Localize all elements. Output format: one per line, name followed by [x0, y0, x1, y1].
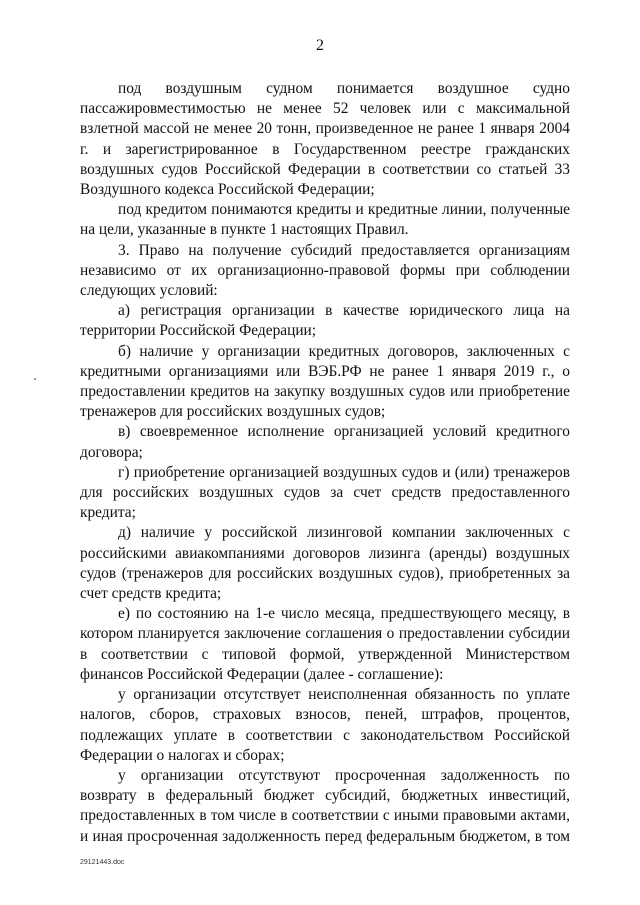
paragraph-item-v: в) своевременное исполнение организацией условий кредитного договора; — [80, 423, 570, 461]
page-number: 2 — [316, 37, 324, 54]
paragraph-item-a: а) регистрация организации в качестве юридического лица на территории Российской Федерации; — [80, 302, 570, 340]
paragraph-item-g: г) приобретение организацией воздушных судов и (или) тренажеров для российских воздушных судов за счет средств предоставленного кредита; — [80, 463, 570, 522]
paragraph-section-3: 3. Право на получение субсидий предоставляется организациям независимо от их организационно-правовой формы при соблюдении следующих условий: — [80, 241, 570, 300]
margin-mark — [34, 378, 36, 380]
document-body — [80, 79, 570, 847]
paragraph-tax-obligation: у организации отсутствует неисполненная обязанность по уплате налогов, сборов, страховых взносов, пеней, штрафов, процентов, подлежащих уплате в соответствии с законодательством Российской Федерации о налогах и сборах; — [80, 686, 570, 764]
footer-document-code: 29121443.doc — [80, 859, 125, 866]
paragraph-aircraft-definition: под воздушным судном понимается воздушное судно пассажировместимостью не менее 52 человек или с максимальной взлетной массой не менее 20 тонн, произведенное не ранее 1 января 2004 г. и зарегистрированное в Государственном реестре гражданских воздушных судов Российской Федерации в соответствии со статьей 33 Воздушного кодекса Российской Федерации; — [80, 80, 570, 199]
paragraph-item-e: е) по состоянию на 1-е число месяца, предшествующего месяцу, в котором планируется заключение соглашения о предоставлении субсидии в соответствии с типовой формой, утвержденной Министерством финансов Российской Федерации (далее - соглашение): — [80, 605, 570, 683]
paragraph-item-b: б) наличие у организации кредитных договоров, заключенных с кредитными организациями или ВЭБ.РФ не ранее 1 января 2019 г., о предоставлении кредитов на закупку воздушных судов или приобретение тренажеров для российских воздушных судов; — [80, 342, 570, 421]
paragraph-overdue-debt: у организации отсутствуют просроченная задолженность по возврату в федеральный бюджет субсидий, бюджетных инвестиций, предоставленных в том числе в соответствии с иными правовыми актами, и иная просроченная задолженность перед федеральным бюджетом, в том — [80, 766, 570, 845]
paragraph-credit-definition: под кредитом понимаются кредиты и кредитные линии, полученные на цели, указанные в пункте 1 настоящих Правил. — [80, 201, 570, 239]
paragraph-item-d: д) наличие у российской лизинговой компании заключенных с российскими авиакомпаниями договоров лизинга (аренды) воздушных судов (тренажеров для российских воздушных судов), приобретенных за счет средств кредита; — [80, 524, 570, 603]
